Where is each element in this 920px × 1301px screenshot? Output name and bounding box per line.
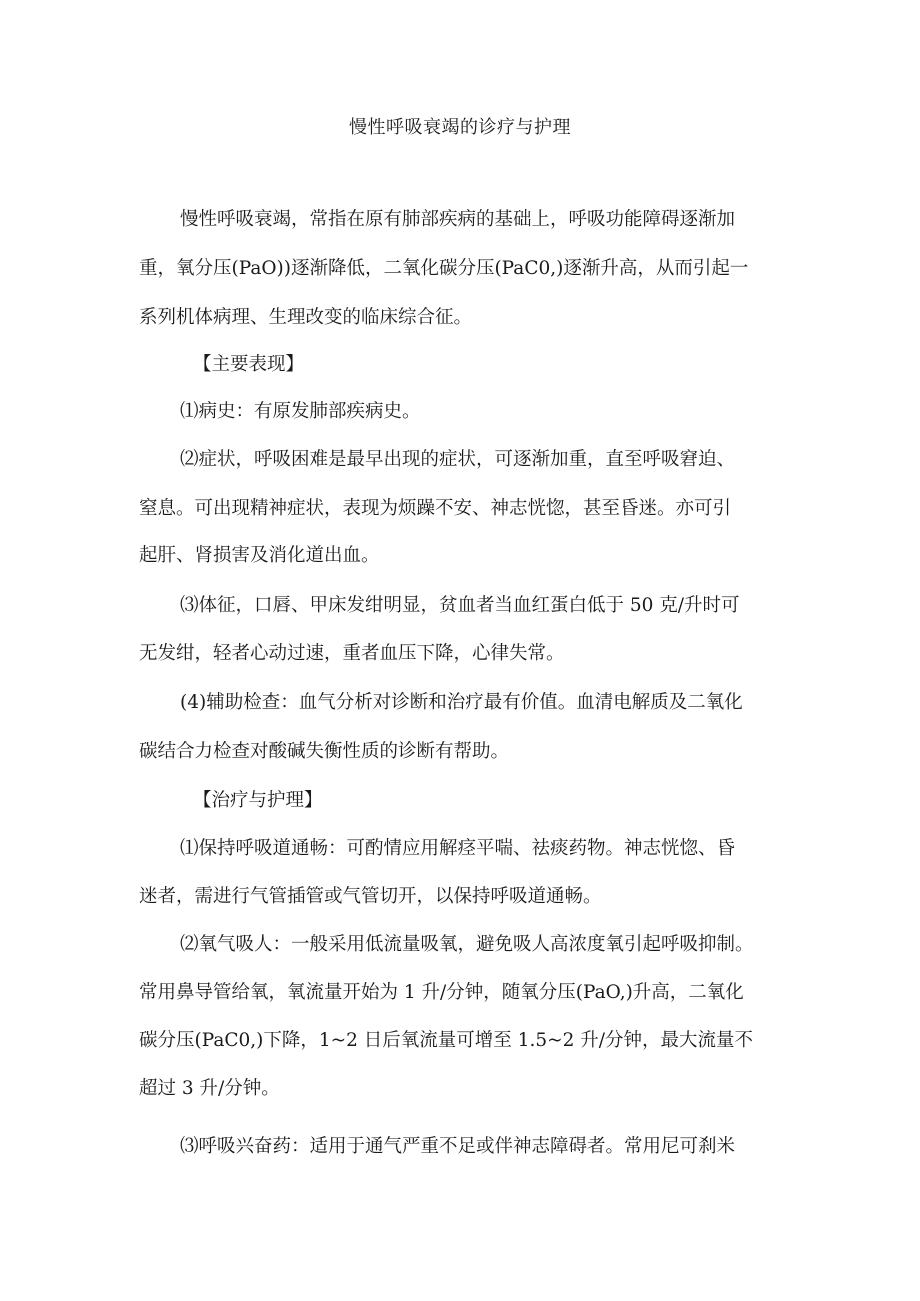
manifestation-line: ⑶体征，口唇、甲床发绀明显，贫血者当血红蛋白低于 50 克/升时可 <box>180 595 740 616</box>
manifestation-line: 碳结合力检查对酸碱失衡性质的诊断有帮助。 <box>139 741 510 762</box>
treatment-line: ⑶呼吸兴奋药：适用于通气严重不足或伴神志障碍者。常用尼可刹米 <box>180 1136 736 1157</box>
treatment-line: 碳分压(PaC0,)下降，1~2 日后氧流量可增至 1.5~2 升/分钟，最大流量不 <box>139 1030 753 1051</box>
section-heading-manifestations: 【主要表现】 <box>193 354 305 375</box>
intro-line: 重，氧分压(PaO))逐渐降低，二氧化碳分压(PaC0,)逐渐升高，从而引起一 <box>139 258 749 279</box>
intro-line: 系列机体病理、生理改变的临床综合征。 <box>139 307 473 328</box>
manifestation-line: ⑴病史：有原发肺部疾病史。 <box>180 401 421 422</box>
manifestation-line: 无发绀，轻者心动过速，重者血压下降，心律失常。 <box>139 643 565 664</box>
treatment-line: ⑴保持呼吸道通畅：可酌情应用解痉平喘、祛痰药物。神志恍惚、昏 <box>180 838 736 859</box>
treatment-line: 超过 3 升/分钟。 <box>139 1078 280 1099</box>
treatment-line: 常用鼻导管给氧，氧流量开始为 1 升/分钟，随氧分压(PaO,)升高，二氧化 <box>139 982 744 1003</box>
treatment-line: ⑵氧气吸人：一般采用低流量吸氧，避免吸人高浓度氧引起呼吸抑制。 <box>180 934 754 955</box>
manifestation-line: (4)辅助检查：血气分析对诊断和治疗最有价值。血清电解质及二氧化 <box>180 692 743 713</box>
manifestation-line: ⑵症状，呼吸困难是最早出现的症状，可逐渐加重，直至呼吸窘迫、 <box>180 449 736 470</box>
section-heading-treatment: 【治疗与护理】 <box>193 790 323 811</box>
treatment-line: 迷者，需进行气管插管或气管切开，以保持呼吸道通畅。 <box>139 886 602 907</box>
intro-line: 慢性呼吸衰竭，常指在原有肺部疾病的基础上，呼吸功能障碍逐渐加 <box>180 209 736 230</box>
document-title: 慢性呼吸衰竭的诊疗与护理 <box>349 117 571 138</box>
manifestation-line: 窒息。可出现精神症状，表现为烦躁不安、神志恍惚，甚至昏迷。亦可引 <box>139 498 732 519</box>
manifestation-line: 起肝、肾损害及消化道出血。 <box>139 545 380 566</box>
